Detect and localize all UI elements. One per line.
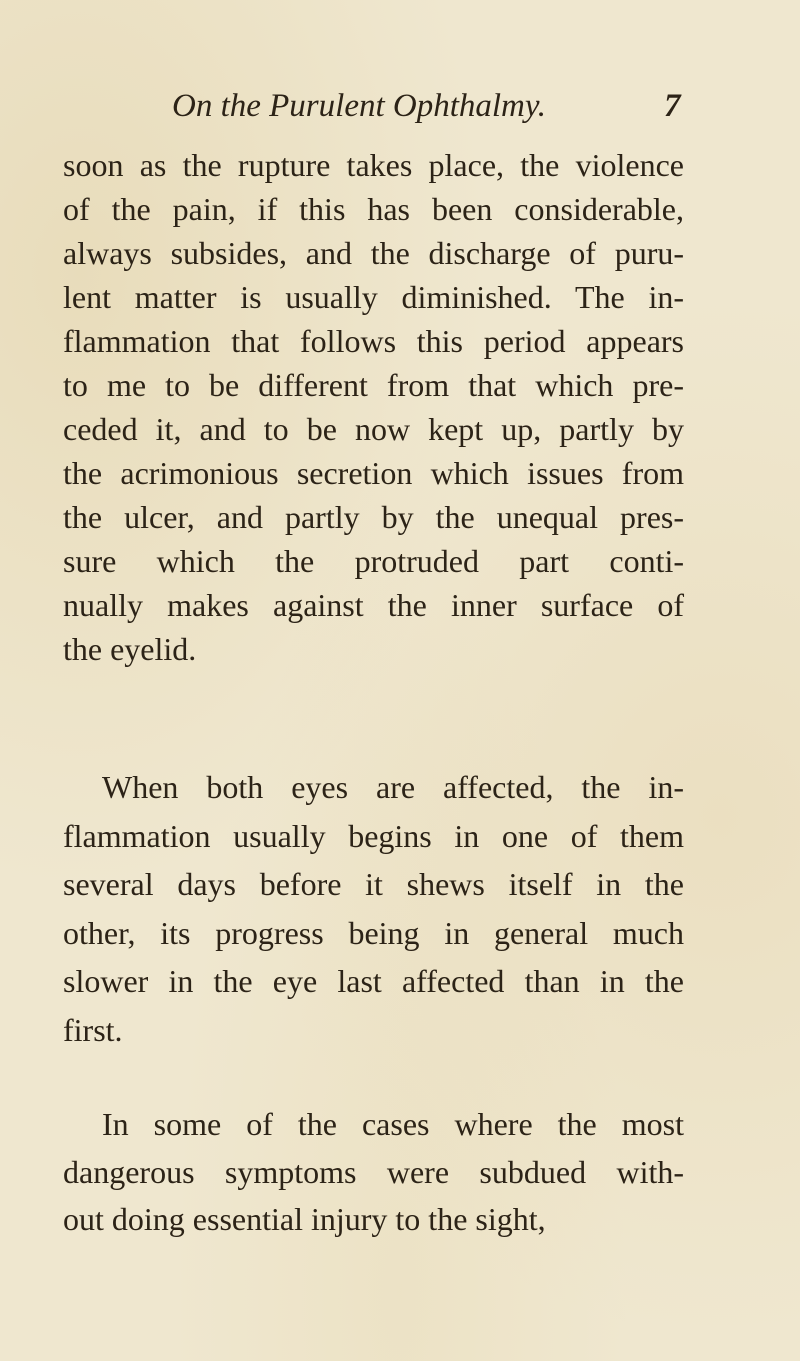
text-line: the ulcer, and partly by the unequal pres- xyxy=(63,499,684,535)
text-line: to me to be different from that which pre- xyxy=(63,367,684,403)
text-line: out doing essential injury to the sight, xyxy=(63,1201,546,1237)
text-line: soon as the rupture takes place, the violence xyxy=(63,147,684,183)
text-line: flammation that follows this period appears xyxy=(63,323,684,359)
paragraph-1 xyxy=(63,143,684,671)
paragraph-3 xyxy=(63,1101,684,1244)
paragraph-2 xyxy=(63,763,684,1055)
text-line: dangerous symptoms were subdued with- xyxy=(63,1153,684,1190)
text-line: other, its progress being in general much xyxy=(63,914,684,951)
text-line: In some of the cases where the most xyxy=(102,1106,684,1142)
text-line: always subsides, and the discharge of puru- xyxy=(63,235,684,271)
text-line: flammation usually begins in one of them xyxy=(63,817,684,854)
text-line: When both eyes are affected, the in- xyxy=(102,769,684,805)
text-line: slower in the eye last affected than in the xyxy=(63,963,684,1000)
text-line: first. xyxy=(63,1011,123,1048)
running-header xyxy=(0,88,800,132)
text-line: of the pain, if this has been considerable, xyxy=(63,191,684,227)
text-line: lent matter is usually diminished. The in- xyxy=(63,279,684,315)
text-line: nually makes against the inner surface of xyxy=(63,587,684,623)
page-number: 7 xyxy=(664,88,681,124)
text-line: ceded it, and to be now kept up, partly by xyxy=(63,411,684,447)
running-title: On the Purulent Ophthalmy. xyxy=(172,88,546,124)
text-line: sure which the protruded part conti- xyxy=(63,543,684,579)
text-line: several days before it shews itself in the xyxy=(63,866,684,903)
text-line: the acrimonious secretion which issues from xyxy=(63,455,684,491)
text-line: the eyelid. xyxy=(63,631,197,667)
